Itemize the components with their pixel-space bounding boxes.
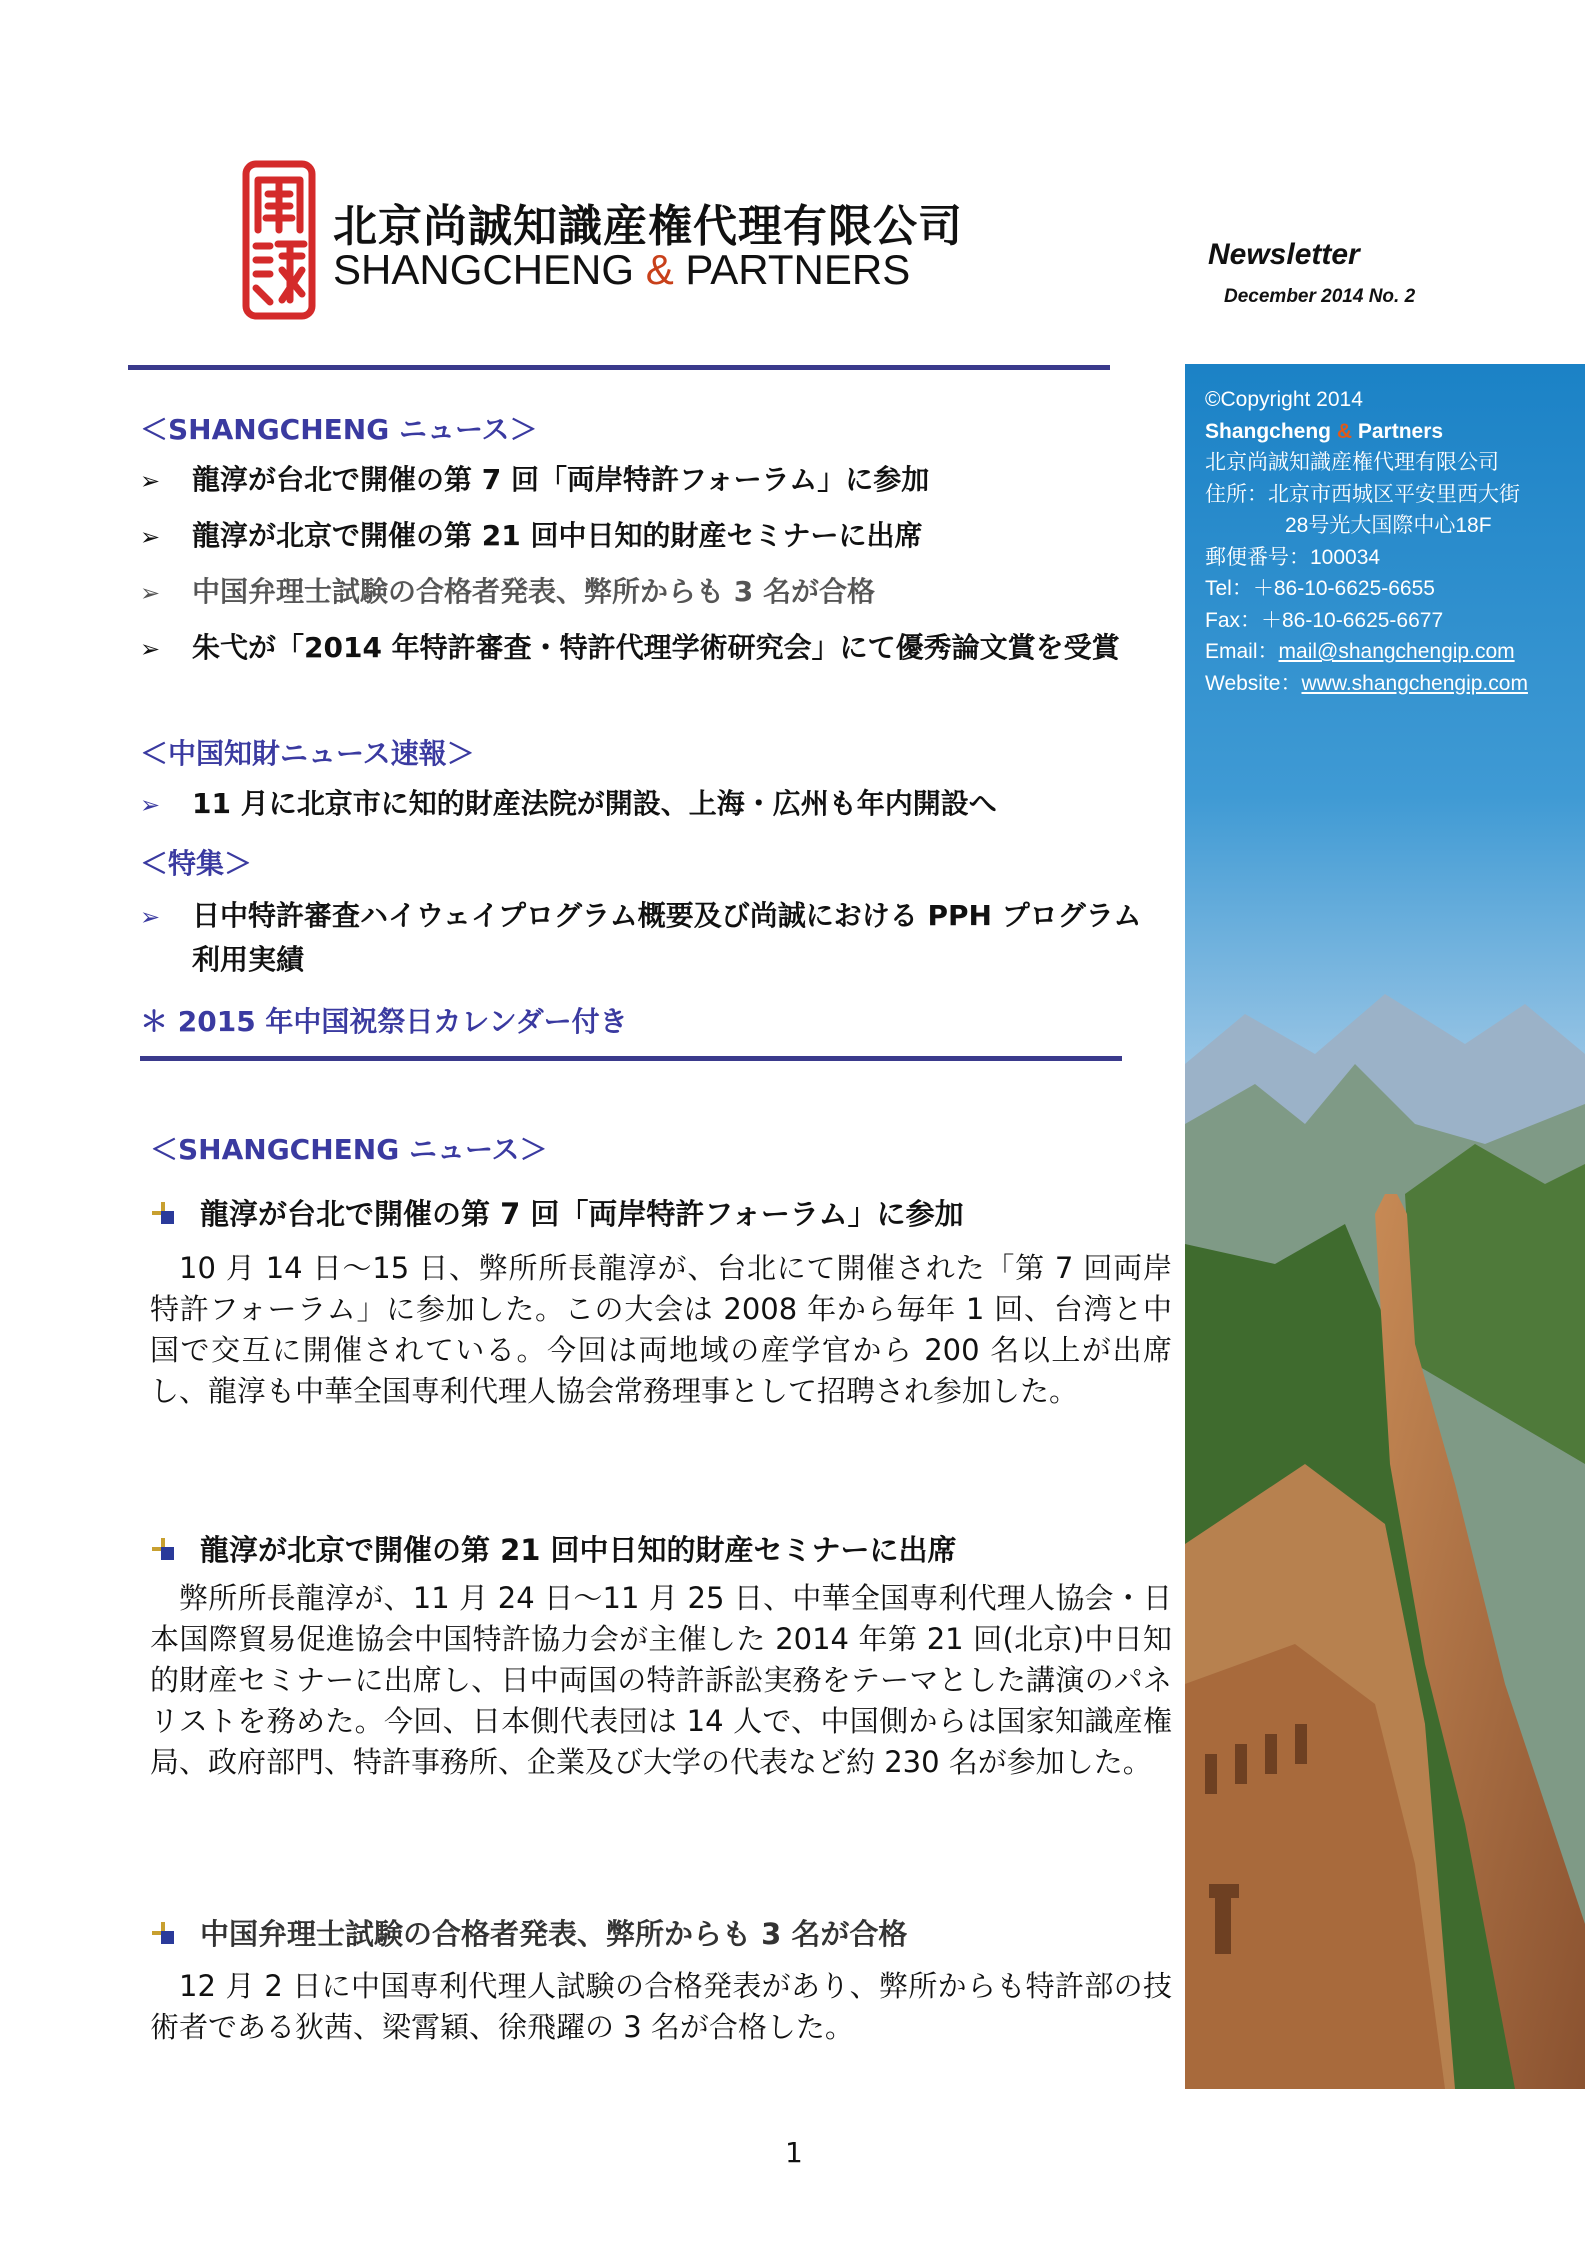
- arrow-icon: ➢: [140, 791, 161, 819]
- divider-top: [128, 365, 1110, 370]
- newsletter-title: Newsletter: [1208, 238, 1360, 271]
- email-row: Email：mail@shangchengip.com: [1205, 640, 1515, 663]
- article-heading: 龍淳が台北で開催の第 7 回「両岸特許フォーラム」に参加: [150, 1192, 964, 1233]
- bullet-icon: [150, 1535, 200, 1569]
- toc-heading-shangcheng-news: ＜SHANGCHENG ニュース＞: [140, 413, 538, 446]
- calendar-note: ＊ 2015 年中国祝祭日カレンダー付き: [140, 1005, 628, 1038]
- bullet-icon: [150, 1919, 200, 1953]
- toc-item[interactable]: ➢ 11 月に北京市に知的財産法院が開設、上海・広州も年内開設へ: [140, 782, 1160, 827]
- toc-item[interactable]: ➢ 日中特許審査ハイウェイプログラム概要及び尚誠における PPH プログラム利用実績: [140, 894, 1160, 982]
- article-heading: 中国弁理士試験の合格者発表、弊所からも 3 名が合格: [150, 1912, 907, 1953]
- website-link[interactable]: www.shangchengip.com: [1301, 671, 1528, 695]
- article-body: 弊所所長龍淳が、11 月 24 日～11 月 25 日、中華全国専利代理人協会・日本国際貿易促進協会中国特許協力会が主催した 2014 年第 21 回(北京)中日知的財産セミナーに出席し、日中両国の特許訴訟実務をテーマとした講演のパネリストを務めた。今回、日本側代表団は 14 人で、中国側からは国家知識産権局、政府部門、特許事務所、企業及び大学の代表など約 230 名が参加した。: [150, 1581, 1172, 1779]
- toc-heading-china-ip-news: ＜中国知財ニュース速報＞: [140, 737, 475, 770]
- article-heading: 龍淳が北京で開催の第 21 回中日知的財産セミナーに出席: [150, 1528, 957, 1569]
- arrow-icon: ➢: [140, 635, 161, 663]
- address-line-2: 28号光大国際中心18F: [1285, 514, 1492, 537]
- arrow-icon: ➢: [140, 467, 161, 495]
- address-line-1: 住所：北京市西城区平安里西大街: [1205, 482, 1520, 506]
- divider-middle: [140, 1056, 1122, 1061]
- toc-item[interactable]: ➢ 龍淳が台北で開催の第 7 回「両岸特許フォーラム」に参加: [140, 458, 1160, 503]
- article-body: 12 月 2 日に中国専利代理人試験の合格発表があり、弊所からも特許部の技術者である狄茜、梁霄穎、徐飛躍の 3 名が合格した。: [150, 1969, 1172, 2044]
- bullet-icon: [150, 1199, 200, 1233]
- sidebar-company: 北京尚誠知識産権代理有限公司: [1205, 451, 1499, 474]
- arrow-icon: ➢: [140, 903, 161, 931]
- article-body: 10 月 14 日～15 日、弊所所長龍淳が、台北にて開催された「第 7 回両岸特許フォーラム」に参加した。この大会は 2008 年から毎年 1 回、台湾と中国で交互に開催されている。今回は両地域の産学官から 200 名以上が出席し、龍淳も中華全国専利代理人協会常務理事として招聘され参加した。: [150, 1251, 1172, 1408]
- company-name-english: SHANGCHENG & PARTNERS: [333, 246, 911, 293]
- contact-info: [1205, 384, 1575, 699]
- website-row: Website：www.shangchengip.com: [1205, 671, 1528, 695]
- company-seal-logo: [238, 160, 320, 320]
- copyright: ©Copyright 2014: [1205, 388, 1363, 411]
- section-title: ＜SHANGCHENG ニュース＞: [150, 1133, 548, 1166]
- postal-code: 郵便番号：100034: [1205, 545, 1381, 569]
- toc-item[interactable]: ➢ 朱弋が「2014 年特許審査・特許代理学術研究会」にて優秀論文賞を受賞: [140, 626, 1160, 671]
- toc-heading-feature: ＜特集＞: [140, 847, 253, 880]
- fax: Fax：＋86-10-6625-6677: [1205, 608, 1444, 632]
- toc-item[interactable]: ➢ 中国弁理士試験の合格者発表、弊所からも 3 名が合格: [140, 570, 1160, 615]
- sidebar-panel: [1185, 364, 1585, 2089]
- company-name-japanese: 北京尚誠知識産権代理有限公司: [333, 201, 963, 252]
- brand-name: Shangcheng & Partners: [1205, 419, 1444, 443]
- toc-item[interactable]: ➢ 龍淳が北京で開催の第 21 回中日知的財産セミナーに出席: [140, 514, 1160, 559]
- arrow-icon: ➢: [140, 523, 161, 551]
- issue-date: December 2014 No. 2: [1224, 286, 1416, 307]
- email-link[interactable]: mail@shangchengip.com: [1278, 640, 1515, 663]
- arrow-icon: ➢: [140, 579, 161, 607]
- telephone: Tel：＋86-10-6625-6655: [1205, 577, 1435, 600]
- page-number: 1: [785, 2136, 803, 2169]
